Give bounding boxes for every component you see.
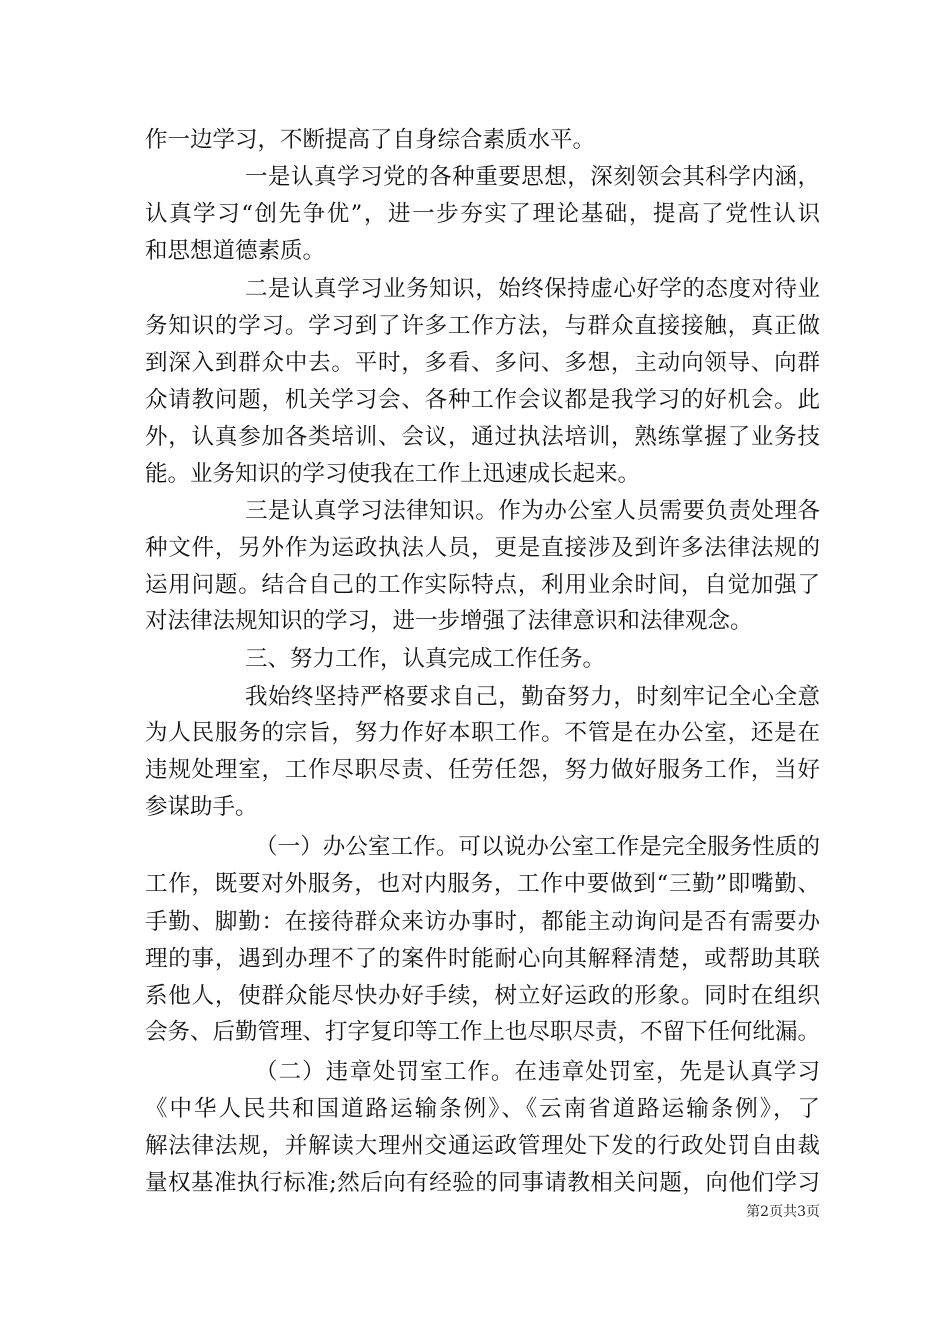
text-line: 认真学习“创先争优”，进一步夯实了理论基础，提高了党性认识 — [145, 201, 820, 227]
text-line: 和思想道德素质。 — [145, 238, 326, 264]
text-line: 《中华人民共和国道路运输条例》、《云南省道路运输条例》，了 — [145, 1096, 820, 1122]
text-line: 运用问题。结合自己的工作实际特点，利用业余时间，自觉加强了 — [145, 572, 820, 598]
text-line: 能。业务知识的学习使我在工作上迅速成长起来。 — [145, 461, 641, 487]
text-line: 系他人，使群众能尽快办好手续，树立好运政的形象。同时在组织 — [145, 983, 820, 1009]
text-line: 众请教问题，机关学习会、各种工作会议都是我学习的好机会。此 — [145, 387, 820, 413]
text-line: 到深入到群众中去。平时，多看、多问、多想，主动向领导、向群 — [145, 350, 820, 376]
text-line: 种文件，另外作为运政执法人员，更是直接涉及到许多法律法规的 — [145, 535, 820, 561]
text-line: 量权基准执行标准;然后向有经验的同事请教相关问题，向他们学习 — [145, 1170, 820, 1196]
text-line: 一是认真学习党的各种重要思想，深刻领会其科学内涵， — [245, 164, 820, 190]
text-line: 工作，既要对外服务，也对内服务，工作中要做到“三勤”即嘴勤、 — [145, 871, 820, 897]
text-line: 会务、后勤管理、打字复印等工作上也尽职尽责，不留下任何纰漏。 — [145, 1019, 821, 1045]
text-line: 我始终坚持严格要求自己，勤奋努力，时刻牢记全心全意 — [245, 684, 820, 710]
text-line: （一）办公室工作。可以说办公室工作是完全服务性质的 — [255, 834, 820, 860]
text-line: 手勤、脚勤：在接待群众来访办事时，都能主动询问是否有需要办 — [145, 909, 820, 935]
text-line: 为人民服务的宗旨，努力作好本职工作。不管是在办公室，还是在 — [145, 720, 820, 746]
text-line: 对法律法规知识的学习，进一步增强了法律意识和法律观念。 — [145, 608, 753, 634]
text-line: 外，认真参加各类培训、会议，通过执法培训，熟练掌握了业务技 — [145, 424, 820, 450]
text-line: 作一边学习，不断提高了自身综合素质水平。 — [145, 127, 596, 153]
text-line: 二是认真学习业务知识，始终保持虚心好学的态度对待业 — [245, 276, 820, 302]
text-line: 三是认真学习法律知识。作为办公室人员需要负责处理各 — [245, 498, 820, 524]
page-number: 第2页共3页 — [746, 1204, 820, 1220]
text-line: 解法律法规，并解读大理州交通运政管理处下发的行政处罚自由裁 — [145, 1133, 820, 1159]
text-line: 理的事，遇到办理不了的案件时能耐心向其解释清楚，或帮助其联 — [145, 946, 820, 972]
text-line: 违规处理室，工作尽职尽责、任劳任怨，努力做好服务工作，当好 — [145, 757, 820, 783]
text-line: 参谋助手。 — [145, 794, 258, 820]
text-line: 务知识的学习。学习到了许多工作方法，与群众直接接触，真正做 — [145, 313, 820, 339]
section-heading: 三、努力工作，认真完成工作任务。 — [245, 646, 606, 672]
text-line: （二）违章处罚室工作。在违章处罚室，先是认真学习 — [255, 1059, 820, 1085]
